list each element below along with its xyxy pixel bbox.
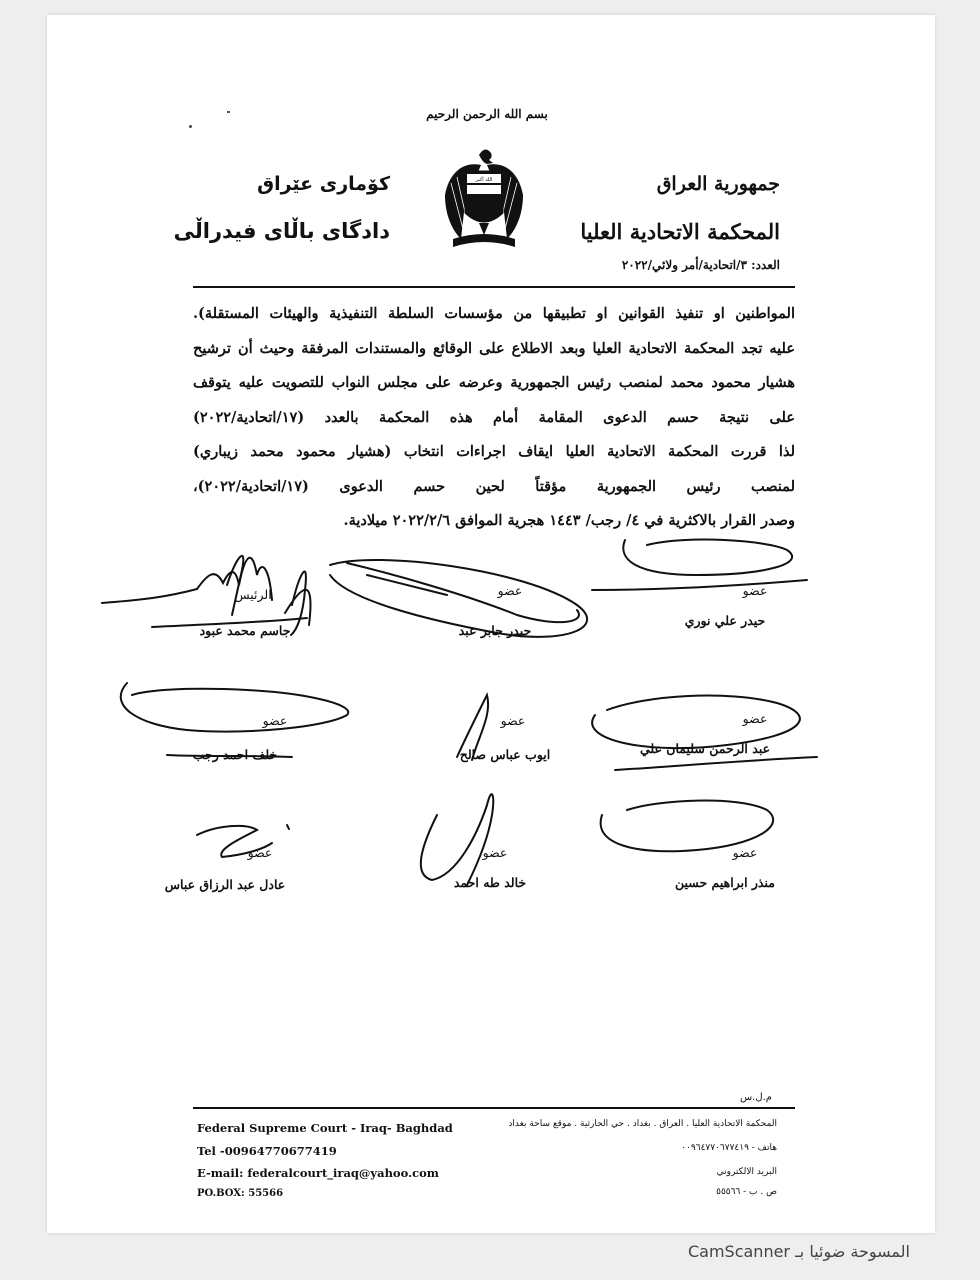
signature-role: عضو: [742, 711, 768, 726]
footer-address-arabic: المحكمة الاتحادية العليا . العراق . بغداد . حي الحارثية . موقع ساحة بغداد: [508, 1119, 777, 1129]
signature-name: عادل عبد الرزاق عباس: [164, 877, 286, 892]
signature-name: حيدر علي نوري: [684, 613, 766, 628]
footer-pobox-arabic: ص . ب - ٥٥٥٦٦: [716, 1187, 777, 1197]
footer-court-english: Federal Supreme Court - Iraq- Baghdad: [197, 1121, 453, 1135]
signature-name: ايوب عباس صالح: [459, 747, 551, 762]
signature-role: عضو: [732, 845, 758, 860]
signature-name: خلف احمد رجب: [192, 747, 278, 762]
body-line: المواطنين او تنفيذ القوانين او تطبيقها من مؤسسات السلطة التنفيذية والهيئات المستقلة).: [193, 305, 795, 322]
handwritten-signatures: [47, 15, 935, 915]
footer-telephone: Tel -00964770677419: [197, 1144, 337, 1158]
emblem-text: الله أكبر: [475, 177, 493, 183]
body-line: وصدر القرار بالاكثرية في ٤/ رجب/ ١٤٤٣ هجرية الموافق ٢٠٢٢/٢/٦ ميلادية.: [343, 512, 795, 529]
body-line: هشيار محمود محمد لمنصب رئيس الجمهورية وعرضه على مجلس النواب للتصويت عليه يتوقف: [193, 374, 795, 391]
signature-role: عضو: [497, 583, 523, 598]
body-line: لذا قررت المحكمة الاتحادية العليا ايقاف اجراءات انتخاب (هشيار محمود محمد زيباري): [193, 443, 795, 460]
bismillah: بسم الله الرحمن الرحيم: [426, 107, 548, 121]
signature-role: عضو: [247, 845, 273, 860]
document-page: [47, 15, 935, 1233]
body-line: عليه تجد المحكمة الاتحادية العليا وبعد الاطلاع على الوقائع والمستندات المرفقة وحيث أن ترشيح: [193, 339, 795, 357]
header-court-kurdish: دادگای باڵای فیدراڵی: [173, 219, 390, 243]
header-country-arabic: جمهورية العراق: [656, 173, 780, 195]
body-line: لمنصب رئيس الجمهورية مؤقتاً لحين حسم الدعوى (١٧/اتحادية/٢٠٢٢)،: [193, 477, 795, 495]
signature-name: خالد طه احمد: [453, 875, 527, 890]
header-court-arabic: المحكمة الاتحادية العليا: [580, 219, 780, 244]
header-reference-number: العدد: ٣/اتحادية/أمر ولائي/٢٠٢٢: [621, 258, 780, 272]
header-country-kurdish: كۆماری عێراق: [257, 173, 390, 195]
footer-po-box: PO.BOX: 55566: [197, 1188, 284, 1199]
footer-phone-arabic: هاتف - ٠٠٩٦٤٧٧٠٦٧٧٤١٩: [681, 1143, 777, 1153]
signature-role: الرئيس: [234, 587, 272, 602]
signature-role: عضو: [742, 583, 768, 598]
footer-stamp-code: م.ل.س: [739, 1092, 772, 1103]
body-line: على نتيجة حسم الدعوى المقامة أمام هذه المحكمة بالعدد (١٧/اتحادية/٢٠٢٢): [193, 408, 795, 426]
footer-email-label-arabic: البريد الالكتروني: [716, 1167, 777, 1177]
signature-name: حيدر جابر عبد: [458, 623, 532, 638]
signature-name: عبد الرحمن سليمان علي: [639, 741, 771, 756]
signature-role: عضو: [262, 713, 288, 728]
footer-divider: [193, 1107, 795, 1109]
signature-name: منذر ابراهيم حسين: [675, 875, 775, 890]
footer-email: E-mail: federalcourt_iraq@yahoo.com: [197, 1166, 439, 1180]
signature-role: عضو: [500, 713, 526, 728]
signature-role: عضو: [482, 845, 508, 860]
camscanner-watermark: المسوحة ضوئيا بـ CamScanner: [687, 1242, 910, 1261]
signature-name: جاسم محمد عبود: [199, 623, 291, 638]
